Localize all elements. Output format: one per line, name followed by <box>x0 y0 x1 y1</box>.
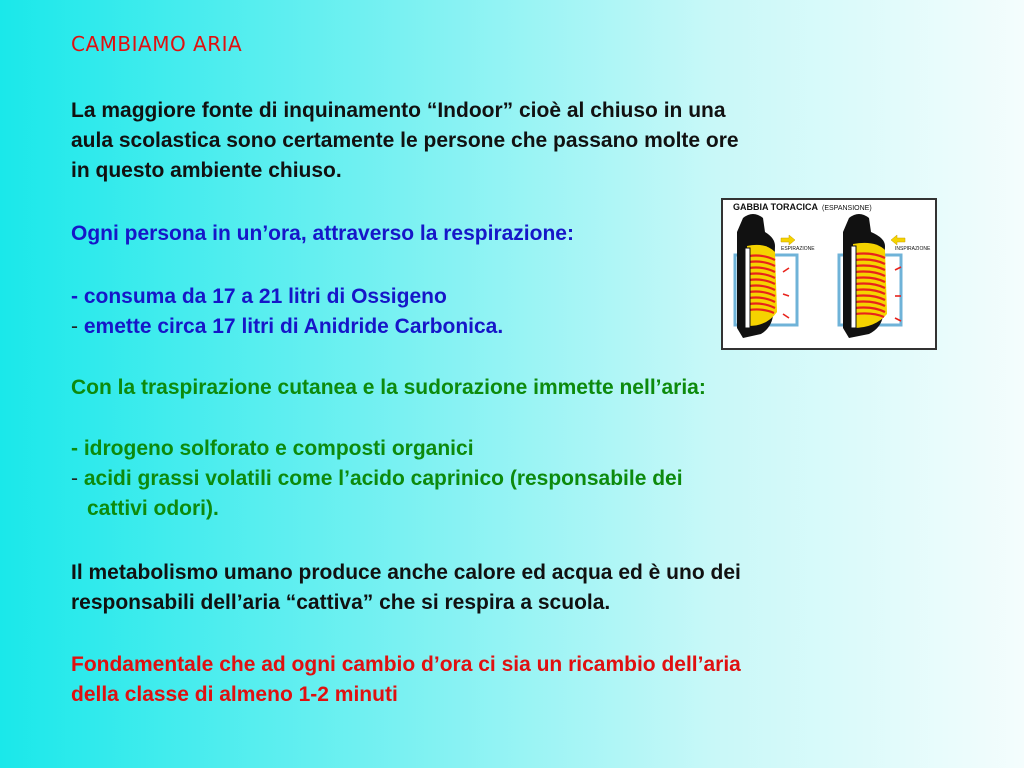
inspiration-diagram <box>839 214 905 338</box>
expiration-diagram <box>735 214 797 338</box>
respiration-item-co2-text: emette circa 17 litri di Anidride Carbonica. <box>83 315 504 338</box>
perspiration-list <box>71 434 901 524</box>
intro-paragraph <box>71 96 901 186</box>
intro-line: La maggiore fonte di inquinamento “Indoor” cioè al chiuso in una <box>71 99 726 122</box>
perspiration-item-acids-text: acidi grassi volatili come l’acido caprinico (responsabile dei <box>83 467 683 490</box>
perspiration-heading: Con la traspirazione cutanea e la sudorazione immette nell’aria: <box>71 376 706 399</box>
slide-title: CAMBIAMO ARIA <box>71 32 243 56</box>
rib-cage-illustration <box>723 200 935 348</box>
label-inspiration: INSPIRAZIONE <box>895 246 931 252</box>
figure-caption-main: GABBIA TORACICA <box>733 202 818 212</box>
intro-line: aula scolastica sono certamente le persone che passano molte ore <box>71 129 739 152</box>
perspiration-item-sulfur: - idrogeno solforato e composti organici <box>71 437 474 460</box>
metabolism-line: responsabili dell’aria “cattiva” che si respira a scuola. <box>71 591 611 614</box>
metabolism-paragraph <box>71 558 901 618</box>
respiration-item-oxygen: - consuma da 17 a 21 litri di Ossigeno <box>71 285 447 308</box>
metabolism-line: Il metabolismo umano produce anche calore ed acqua ed è uno dei <box>71 561 741 584</box>
conclusion-line: Fondamentale che ad ogni cambio d’ora ci sia un ricambio dell’aria <box>71 653 741 676</box>
respiration-heading: Ogni persona in un’ora, attraverso la respirazione: <box>71 222 574 245</box>
figure-caption-small: (ESPANSIONE) <box>822 205 872 212</box>
label-expiration: ESPIRAZIONE <box>781 246 815 252</box>
perspiration-item-acids <box>71 464 901 494</box>
list-dash: - <box>71 315 78 338</box>
rib-cage-figure <box>721 198 937 350</box>
figure-caption <box>733 202 872 212</box>
perspiration-item-acids-cont: cattivi odori). <box>87 497 219 520</box>
intro-line: in questo ambiente chiuso. <box>71 159 342 182</box>
conclusion-line: della classe di almeno 1-2 minuti <box>71 683 398 706</box>
list-dash: - <box>71 467 78 490</box>
conclusion-paragraph <box>71 650 901 710</box>
